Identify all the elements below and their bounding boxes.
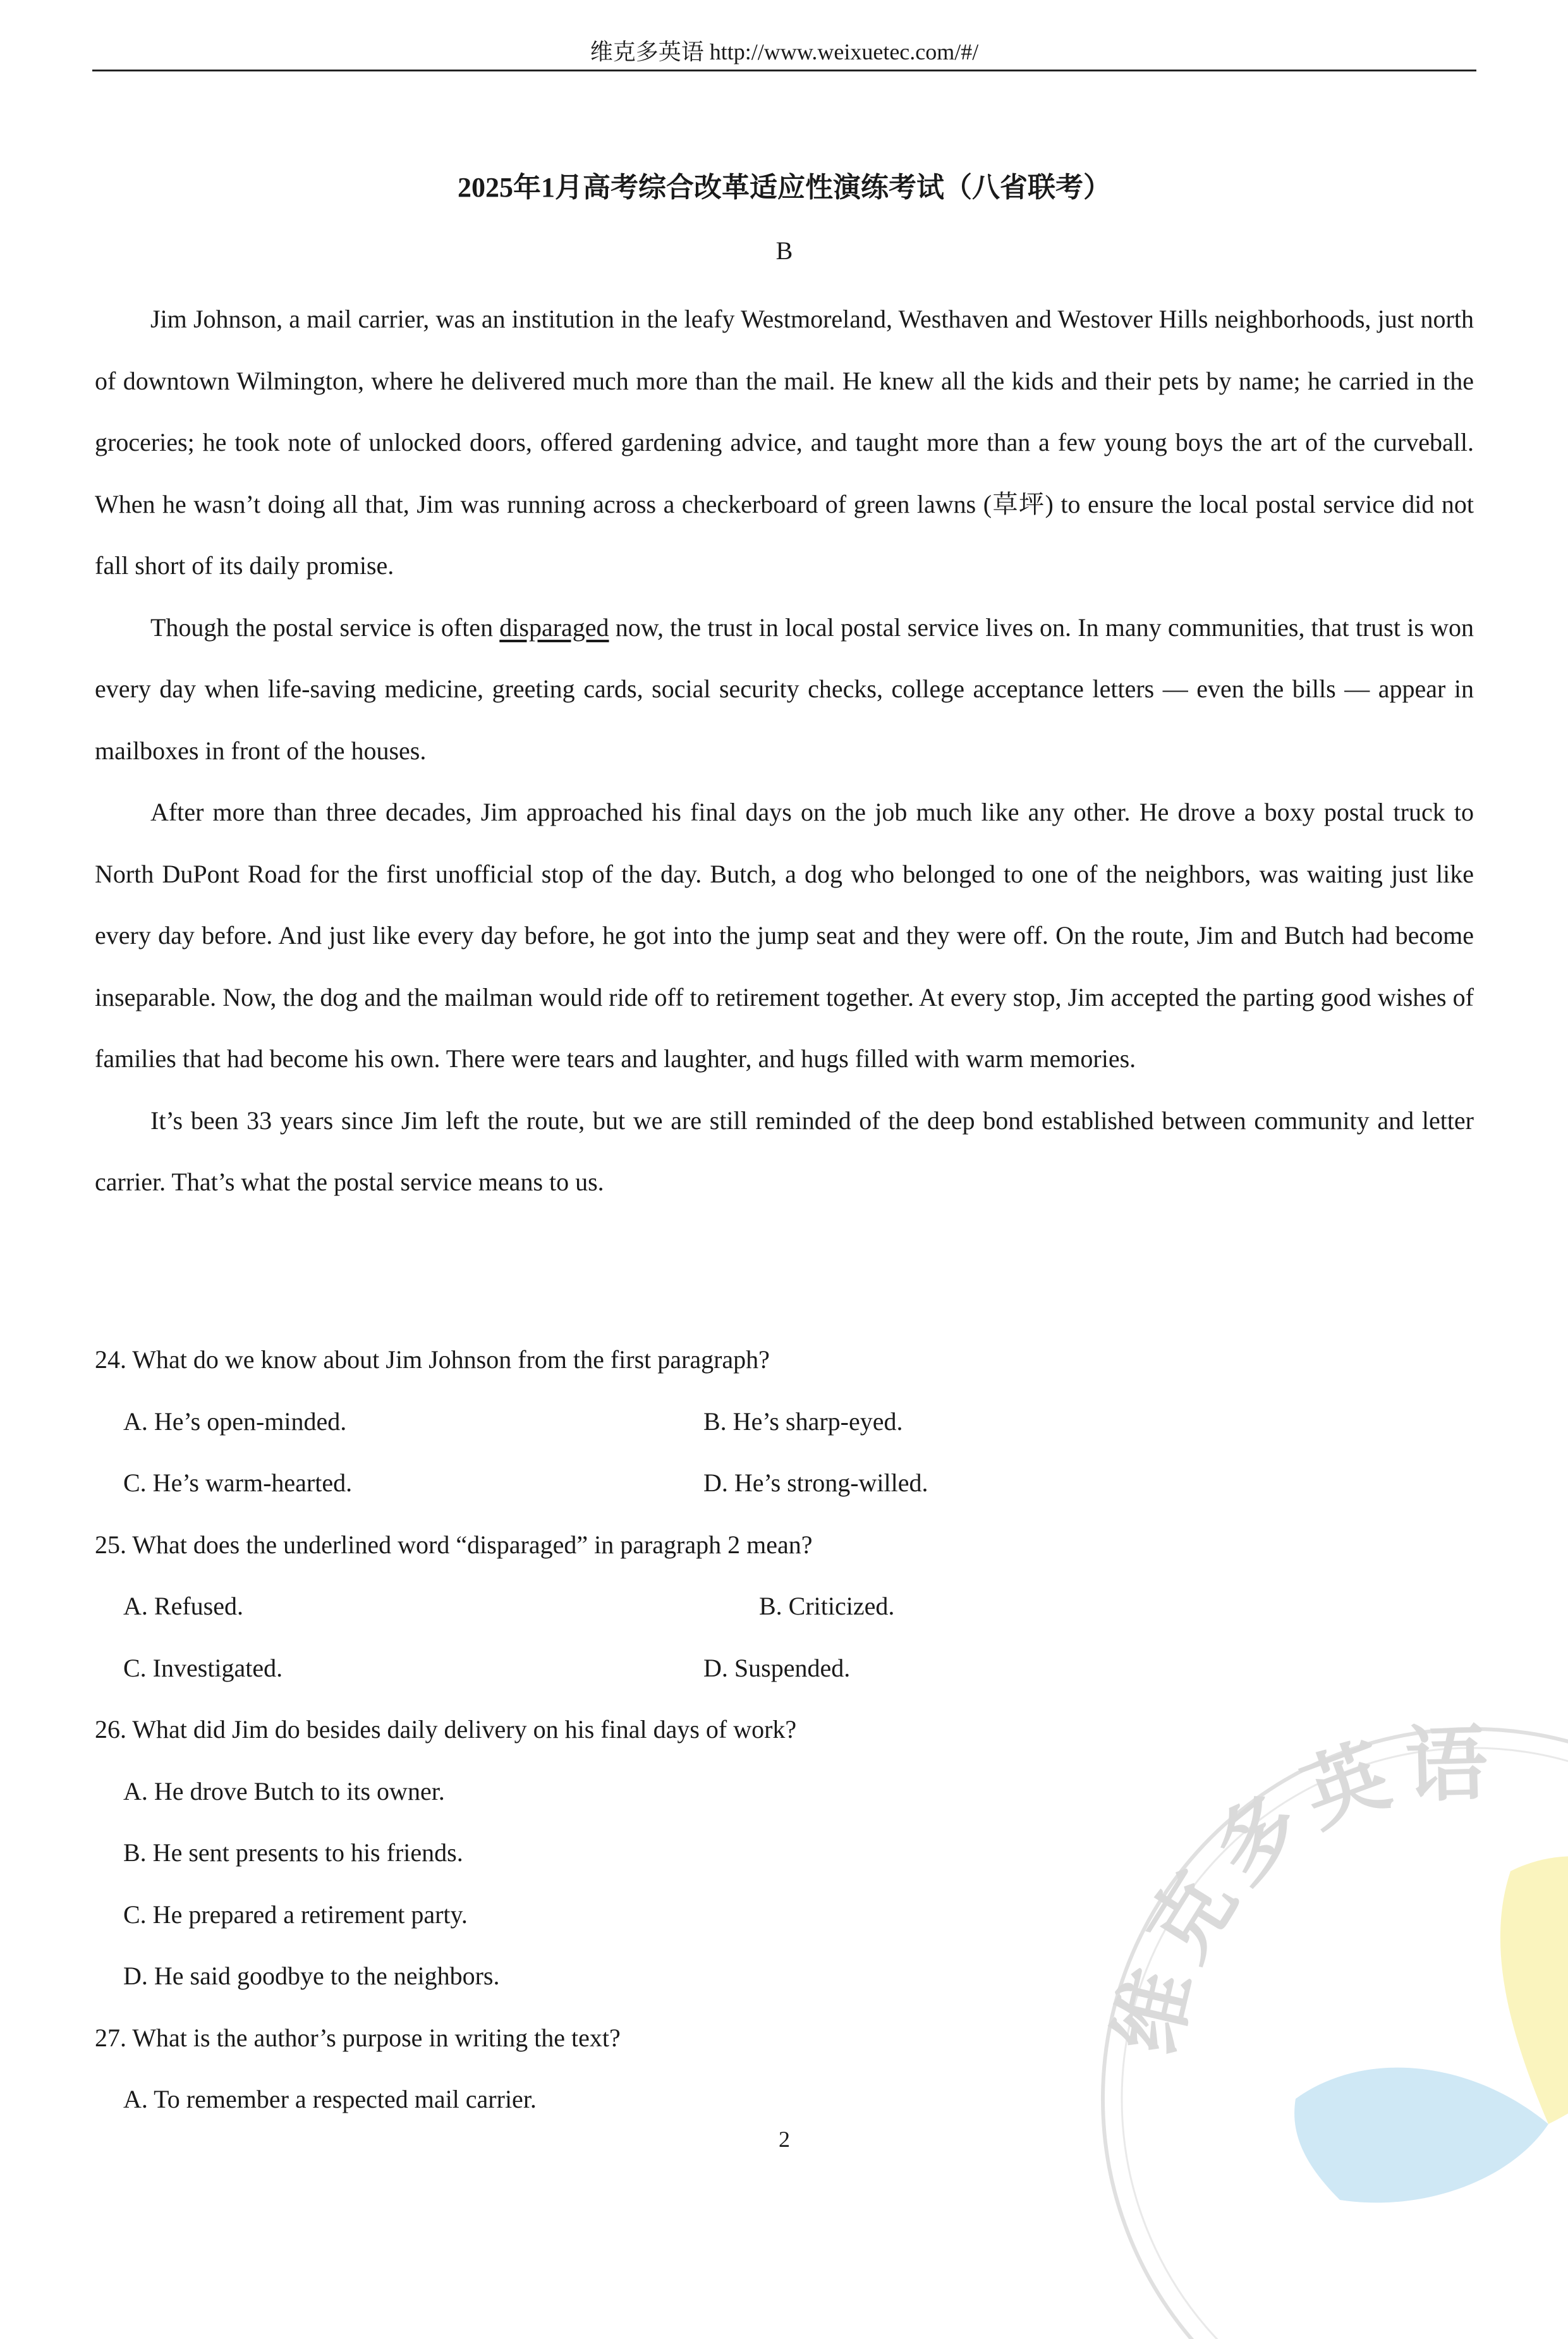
question-27-stem: 27. What is the author’s purpose in writing the text?	[95, 2024, 621, 2052]
watermark-logo	[1068, 1644, 1568, 2339]
p2-text-after: now, the trust in local postal service lives on. In many communities, that trust is won every day when life-saving medicine, greeting cards, social security checks, college acceptance letters — even the bills — appear in mailboxes in front of the houses.	[95, 613, 1474, 765]
question-24-option-c: C. He’s warm-hearted.	[123, 1469, 353, 1497]
page-number: 2	[779, 2127, 790, 2152]
question-26-option-d: D. He said goodbye to the neighbors.	[123, 1962, 500, 1990]
reading-passage	[95, 288, 1474, 1213]
watermark-outer-ring	[1103, 1729, 1568, 2339]
underlined-word: disparaged	[499, 613, 609, 642]
watermark-inner-ring	[1122, 1748, 1568, 2339]
exam-title: 2025年1月高考综合改革适应性演练考试（八省联考）	[458, 172, 1111, 203]
page-header: 维克多英语 http://www.weixuetec.com/#/	[590, 39, 979, 64]
passage-paragraph-4: It’s been 33 years since Jim left the route, but we are still reminded of the deep bond established between community and letter carrier. That’s what the postal service means to us.	[95, 1106, 1474, 1196]
question-25-option-c: C. Investigated.	[123, 1654, 283, 1682]
question-24-stem: 24. What do we know about Jim Johnson from the first paragraph?	[95, 1345, 770, 1374]
watermark-text: 维克多英语	[1097, 1715, 1500, 2063]
question-25-stem: 25. What does the underlined word “disparaged” in paragraph 2 mean?	[95, 1530, 813, 1559]
watermark-yellow-leaf	[1500, 1856, 1568, 2124]
p2-text-before: Though the postal service is often	[150, 613, 500, 642]
question-27-option-a: A. To remember a respected mail carrier.	[123, 2085, 537, 2113]
header-divider	[92, 70, 1476, 71]
question-25-option-b: B. Criticized.	[759, 1592, 895, 1620]
question-26-option-a: A. He drove Butch to its owner.	[123, 1777, 445, 1805]
question-24-option-d: D. He’s strong-willed.	[703, 1469, 928, 1497]
question-24-option-b: B. He’s sharp-eyed.	[703, 1407, 903, 1436]
section-letter: B	[775, 236, 793, 265]
passage-paragraph-2	[95, 597, 1474, 782]
question-24-option-a: A. He’s open-minded.	[123, 1407, 347, 1436]
question-25-option-d: D. Suspended.	[703, 1654, 851, 1682]
question-25-option-a: A. Refused.	[123, 1592, 243, 1620]
question-26-option-b: B. He sent presents to his friends.	[123, 1838, 463, 1867]
question-26-stem: 26. What did Jim do besides daily delivery on his final days of work?	[95, 1715, 797, 1744]
question-26-option-c: C. He prepared a retirement party.	[123, 1900, 468, 1929]
passage-paragraph-3: After more than three decades, Jim approached his final days on the job much like any other. He drove a boxy postal truck to North DuPont Road for the first unofficial stop of the day. Butch, a dog who belonged to one of the neighbors, was waiting just like every day before. And just like every day before, he got into the jump seat and they were off. On the route, Jim and Butch had become inseparable. Now, the dog and the mailman would ride off to retirement together. At every stop, Jim accepted the parting good wishes of families that had become his own. There were tears and laughter, and hugs filled with warm memories.	[95, 798, 1474, 1073]
passage-paragraph-1: Jim Johnson, a mail carrier, was an institution in the leafy Westmoreland, Westhaven and Westover Hills neighborhoods, just north of downtown Wilmington, where he delivered much more than the mail. He knew all the kids and their pets by name; he carried in the groceries; he took note of unlocked doors, offered gardening advice, and taught more than a few young boys the art of the curveball. When he wasn’t doing all that, Jim was running across a checkerboard of green lawns (草坪) to ensure the local postal service did not fall short of its daily promise.	[95, 305, 1474, 580]
